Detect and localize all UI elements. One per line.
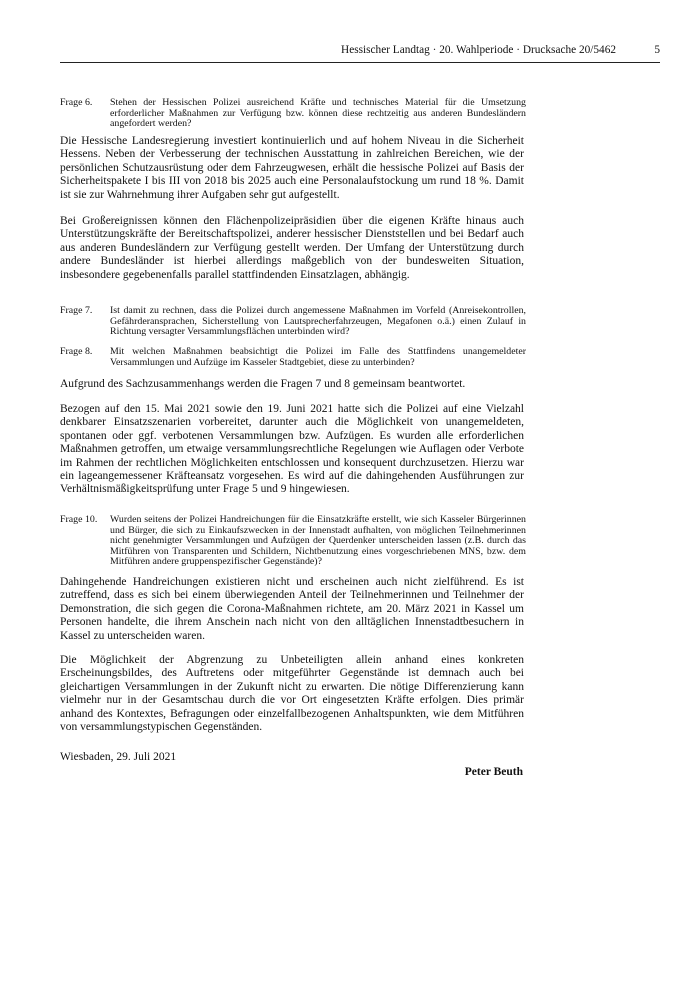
signatory: Peter Beuth (464, 766, 523, 778)
question-6 (60, 98, 526, 130)
question-label: Frage 6. (60, 97, 93, 108)
question-label: Frage 8. (60, 346, 93, 357)
question-label: Frage 7. (60, 305, 93, 316)
question-label: Frage 10. (60, 514, 98, 525)
question-text: Wurden seitens der Polizei Handreichungen für die Einsatzkräfte erstellt, wie sich Kasseler Bürgerinnen und Bürger, die sich zu Einkaufszwecken in der Innenstadt aufhalten, von möglichen Teilnehmerinnen nicht genehmigter Versammlungen und Aufzügen der Querdenker unterscheiden lassen (z.B. durch das Mitführen von Transparenten und Schildern, Nichtbenutzung eines vorgeschriebenen MNS, bzw. dem Mitführen andere gruppenspezifischer Gegenstände)? (110, 514, 526, 568)
answer-paragraph: Die Hessische Landesregierung investiert kontinuierlich und auf hohem Niveau in die Sicherheit Hessens. Neben der Verbesserung der technischen Ausstattung in zahlreichen Bereichen, wie der persönlichen Schutzausrüstung oder dem Fahrzeugwesen, erhält die hessische Polizei auf Basis der Sicherheitspakete I bis III von 2018 bis 2025 auch eine Personalaufstockung um rund 18 %. Damit ist sie zur Wahrnehmung ihrer Aufgaben sehr gut aufgestellt. (60, 135, 524, 201)
question-10 (60, 515, 526, 568)
question-8 (60, 347, 526, 368)
question-text: Mit welchen Maßnahmen beabsichtigt die Polizei im Falle des Stattfindens unangemeldeter Versammlungen und Aufzüge im Kasseler Stadtgebiet, diese zu unterbinden? (110, 346, 526, 368)
question-7 (60, 306, 526, 338)
page-number: 5 (654, 44, 660, 56)
place-date: Wiesbaden, 29. Juli 2021 (60, 751, 177, 763)
running-header (60, 44, 660, 63)
answer-paragraph: Bei Großereignissen können den Flächenpolizeipräsidien über die eigenen Kräfte hinaus auch Unterstützungskräfte der Bereitschaftspolizei, anderer hessischer Dienststellen und bei Bedarf auch aus anderen Bundesländern zur Verfügung gestellt werden. Der Umfang der Unterstützung durch andere Bundesländer ist hierbei allerdings maßgeblich von der bundesweiten Situation, insbesondere gegebenenfalls parallel stattfindenden Einsatzlagen, abhängig. (60, 215, 524, 281)
question-text: Ist damit zu rechnen, dass die Polizei durch angemessene Maßnahmen im Vorfeld (Anreisekontrollen, Gefährderansprachen, Sicherstellung von Lautsprecherfahrzeugen, Megafonen o.ä.) einen Zulauf in Richtung versagter Versammlungsflächen unterbinden wird? (110, 305, 526, 338)
running-title: Hessischer Landtag · 20. Wahlperiode · Drucksache 20/5462 (341, 44, 616, 56)
answer-intro: Aufgrund des Sachzusammenhangs werden die Fragen 7 und 8 gemeinsam beantwortet. (60, 378, 466, 390)
answer-paragraph: Dahingehende Handreichungen existieren nicht und erscheinen auch nicht zielführend. Es ist zutreffend, dass es sich bei einem überwiegenden Anteil der Teilnehmerinnen und Teilnehmer der Demonstration, die sich gegen die Corona-Maßnahmen richtete, am 20. März 2021 in Kassel um Personen handelte, die ihrem Anschein nach nicht von den alltäglichen Innenstadtbesuchern in Kassel zu unterscheiden waren. (60, 576, 524, 642)
question-text: Stehen der Hessischen Polizei ausreichend Kräfte und technisches Material für die Umsetzung erforderlicher Maßnahmen zur Verfügung bzw. können diese rechtzeitig aus anderen Bundesländern angefordert werden? (110, 97, 526, 130)
answer-paragraph: Die Möglichkeit der Abgrenzung zu Unbeteiligten allein anhand eines konkreten Erscheinungsbildes, des Auftretens oder mitgeführter Gegenstände ist demnach auch bei gleichartigen Versammlungen in der Zukunft nicht zu erwarten. Die nötige Differenzierung kann vielmehr nur in der Gesamtschau durch die vor Ort eingesetzten Kräfte erfolgen. Dies primär anhand des Kontextes, Befragungen oder einzelfallbezogenen Anhaltspunkten, wie dem Mitführen von versammlungstypischen Gegenständen. (60, 654, 524, 734)
answer-paragraph: Bezogen auf den 15. Mai 2021 sowie den 19. Juni 2021 hatte sich die Polizei auf eine Vielzahl denkbarer Einsatzszenarien vorbereitet, darunter auch die Möglichkeit von unangemeldeten, spontanen oder ggf. verbotenen Versammlungen bzw. Aufzügen. Es wurden alle erforderlichen Maßnahmen getroffen, um etwaige versammlungsrechtliche Regelungen wie Auflagen oder Verbote im Rahmen der rechtlichen Möglichkeiten entschlossen und konsequent durchzusetzen. Hierzu war ein lageangemessener Kräfteansatz vorgesehen. Es wird auf die dahingehenden Ausführungen zur Verhältnismäßigkeitsprüfung unter Frage 5 und 9 hingewiesen. (60, 403, 524, 496)
